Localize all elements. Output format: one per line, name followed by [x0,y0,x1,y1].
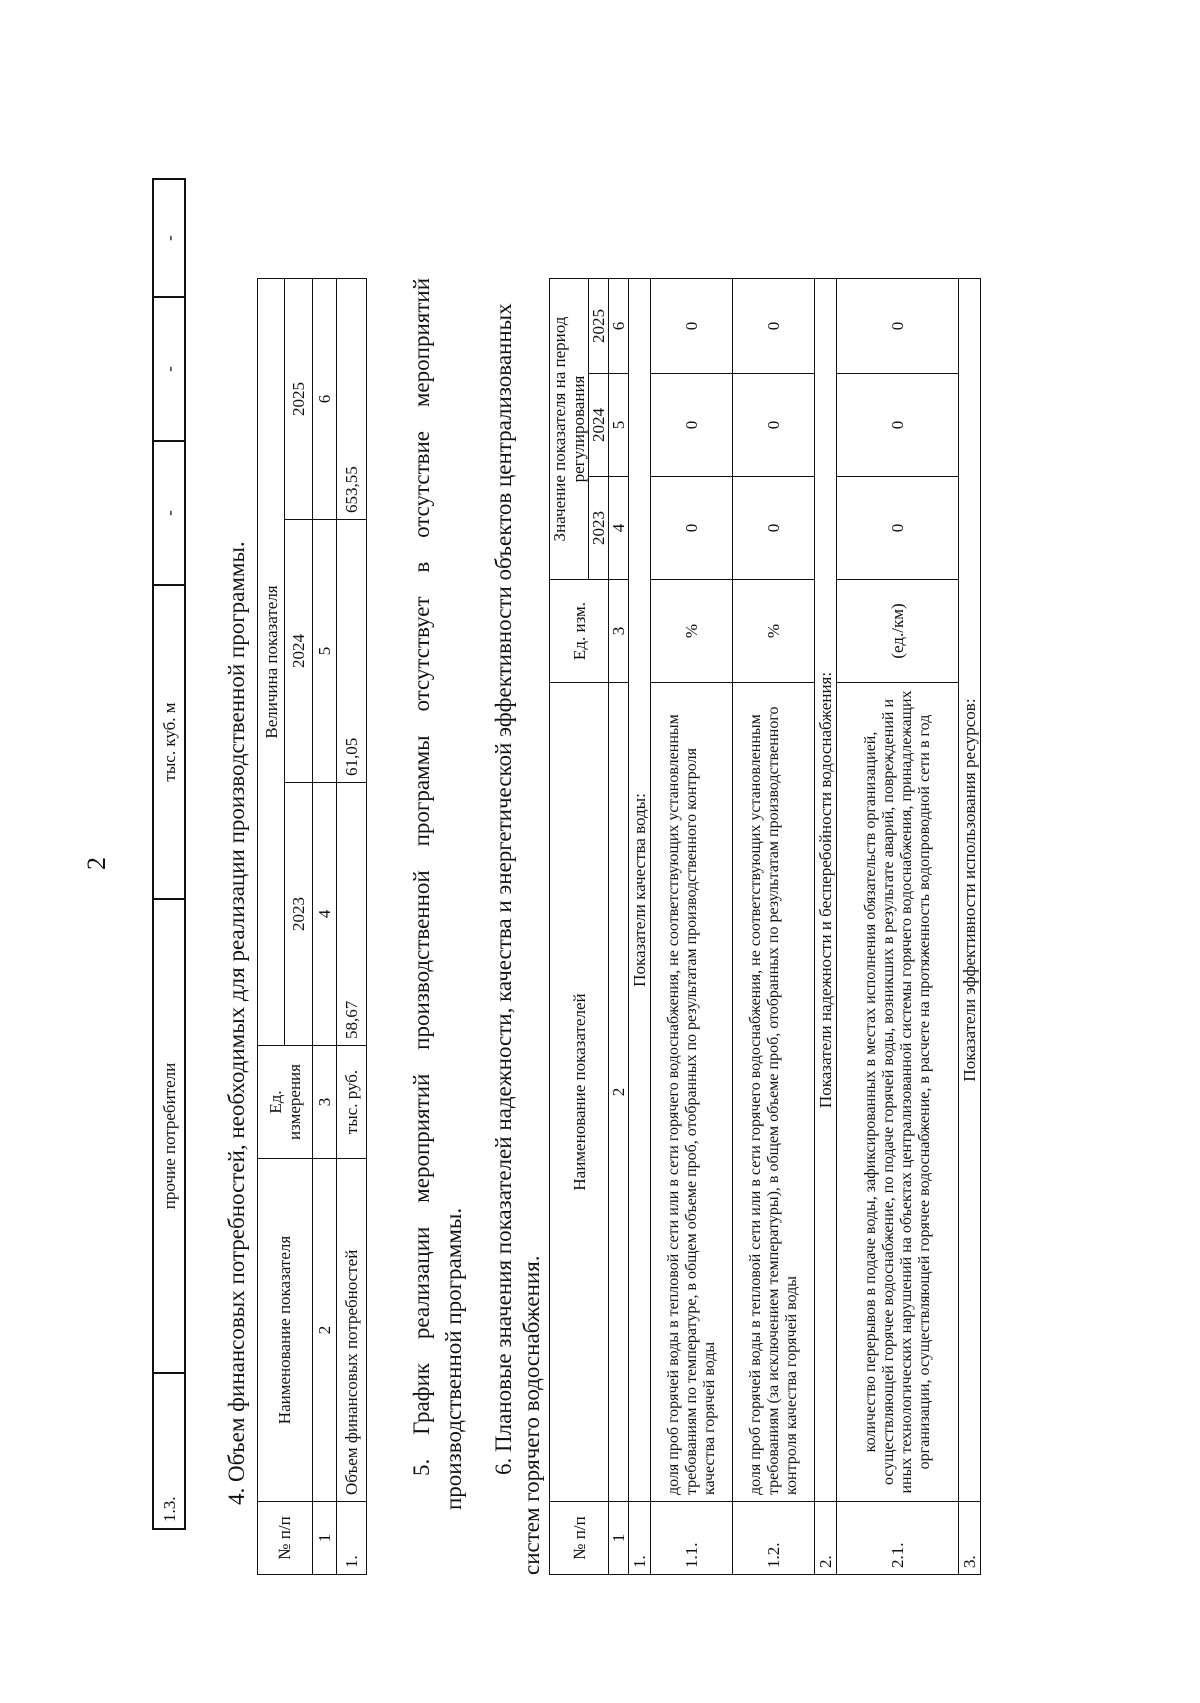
cell-num: 1.2. [733,1502,815,1575]
table-row [153,179,185,1529]
colnum-cell: 2 [312,1159,337,1502]
colnum-cell: 4 [609,477,629,580]
cell-value: 0 [837,279,959,374]
cell-unit: тыс. руб. [337,1046,367,1159]
cell-num: 1.1. [651,1502,733,1575]
section-4-heading: 4. Объем финансовых потребностей, необходимых для реализации производственной программы. [224,541,249,1505]
table-consumption-tail [152,178,186,1530]
table-row [337,279,367,1575]
table-indicators [549,278,981,1575]
colnum-cell: 5 [609,374,629,477]
header-name: Наименование показателя [258,1159,313,1502]
cell-value: 0 [733,477,815,580]
cell-unit: % [733,580,815,683]
cell-value: 0 [837,374,959,477]
cell-unit: % [651,580,733,683]
header-year: 2023 [589,477,609,580]
cell-name: количество перерывов в подаче воды, зафиксированных в местах исполнения обязательств организацией, осуществляющей горячее водоснабжение, по подаче горячей воды, возникших в результате аварий, повреждений и иных технологических нарушений на объектах централизованной системы горячего водоснабжения, принадлежащих организации, осуществляющей горячее водоснабжение, в расчете на протяженность водопроводной сети в год [837,683,959,1502]
table-financial-needs [257,278,367,1575]
table-group-row [959,279,981,1575]
cell-num: 3. [959,1502,981,1575]
header-num: № п/п [550,1502,609,1575]
header-year: 2024 [285,520,312,783]
table-group-row [629,279,651,1575]
header-year: 2024 [589,374,609,477]
header-name: Наименование показателей [550,683,609,1502]
header-num: № п/п [258,1502,313,1575]
section-6-line: систем горячего водоснабжения. [519,1255,544,1575]
cell-value: 0 [837,477,959,580]
cell-value: 0 [733,279,815,374]
colnum-cell: 1 [312,1502,337,1575]
colnum-cell: 3 [312,1046,337,1159]
section-6-heading [490,278,546,1575]
cell-num: 1. [629,1502,651,1575]
header-unit: Ед. изм. [550,580,609,683]
cell-value: 0 [651,477,733,580]
cell-value: 0 [651,374,733,477]
cell-num: 1. [337,1502,367,1575]
colnum-cell: 6 [609,279,629,374]
page-number: 2 [82,857,111,870]
cell-value: 0 [651,279,733,374]
section-5-line: производственной программы. [441,1207,466,1510]
cell-name: Объем финансовых потребностей [337,1159,367,1502]
colnum-cell: 5 [312,520,337,783]
table-header-row [550,279,589,1575]
cell-num: 2. [815,1502,837,1575]
header-unit: Ед. измерения [258,1046,313,1159]
table-colnum-row [609,279,629,1575]
section-5-paragraph [406,278,470,1510]
header-year: 2025 [285,279,312,520]
cell-value: - [153,297,185,441]
cell-value: 58,67 [337,783,367,1046]
table-row [733,279,815,1575]
cell-unit: (ед./км) [837,580,959,683]
header-group: Величина показателя [258,279,285,1046]
cell-value: 0 [733,374,815,477]
cell-name: доля проб горячей воды в тепловой сети или в сети горячего водоснабжения, не соответствующих установленным требованиям (за исключением температуры), в общем объеме проб, отобранных по результатам производственного контроля качества горячей воды [733,683,815,1502]
colnum-cell: 2 [609,683,629,1502]
colnum-cell: 3 [609,580,629,683]
cell-unit: тыс. куб. м [153,585,185,899]
cell-value: 61,05 [337,520,367,783]
table-row [651,279,733,1575]
cell-num: 2.1. [837,1502,959,1575]
colnum-cell: 4 [312,783,337,1046]
cell-name: доля проб горячей воды в тепловой сети или в сети горячего водоснабжения, не соответствующих установленным требованиям по температуре, в общем объеме проб, отобранных по результатам производственного контроля качества горячей воды [651,683,733,1502]
cell-name: прочие потребители [153,899,185,1373]
section-5-line: 5. График реализации мероприятий производственной программы отсутствует в отсутствие мероприятий [409,278,434,1476]
group-label: Показатели эффективности использования ресурсов: [959,279,981,1502]
header-year: 2023 [285,783,312,1046]
section-6-line: 6. Плановые значения показателей надежности, качества и энергетической эффективности объектов централизованных [491,303,516,1475]
cell-value: - [153,441,185,585]
group-label: Показатели качества воды: [629,279,651,1502]
table-colnum-row [312,279,337,1575]
header-group: Значение показателя на период регулирования [550,279,589,580]
table-row [837,279,959,1575]
rotated-content [32,40,1132,1660]
cell-value: 653,55 [337,279,367,520]
cell-value: - [153,179,185,297]
colnum-cell: 1 [609,1502,629,1575]
table-group-row [815,279,837,1575]
table-header-row [258,279,285,1575]
group-label: Показатели надежности и бесперебойности водоснабжения: [815,279,837,1502]
cell-num: 1.3. [153,1373,185,1529]
header-year: 2025 [589,279,609,374]
colnum-cell: 6 [312,279,337,520]
